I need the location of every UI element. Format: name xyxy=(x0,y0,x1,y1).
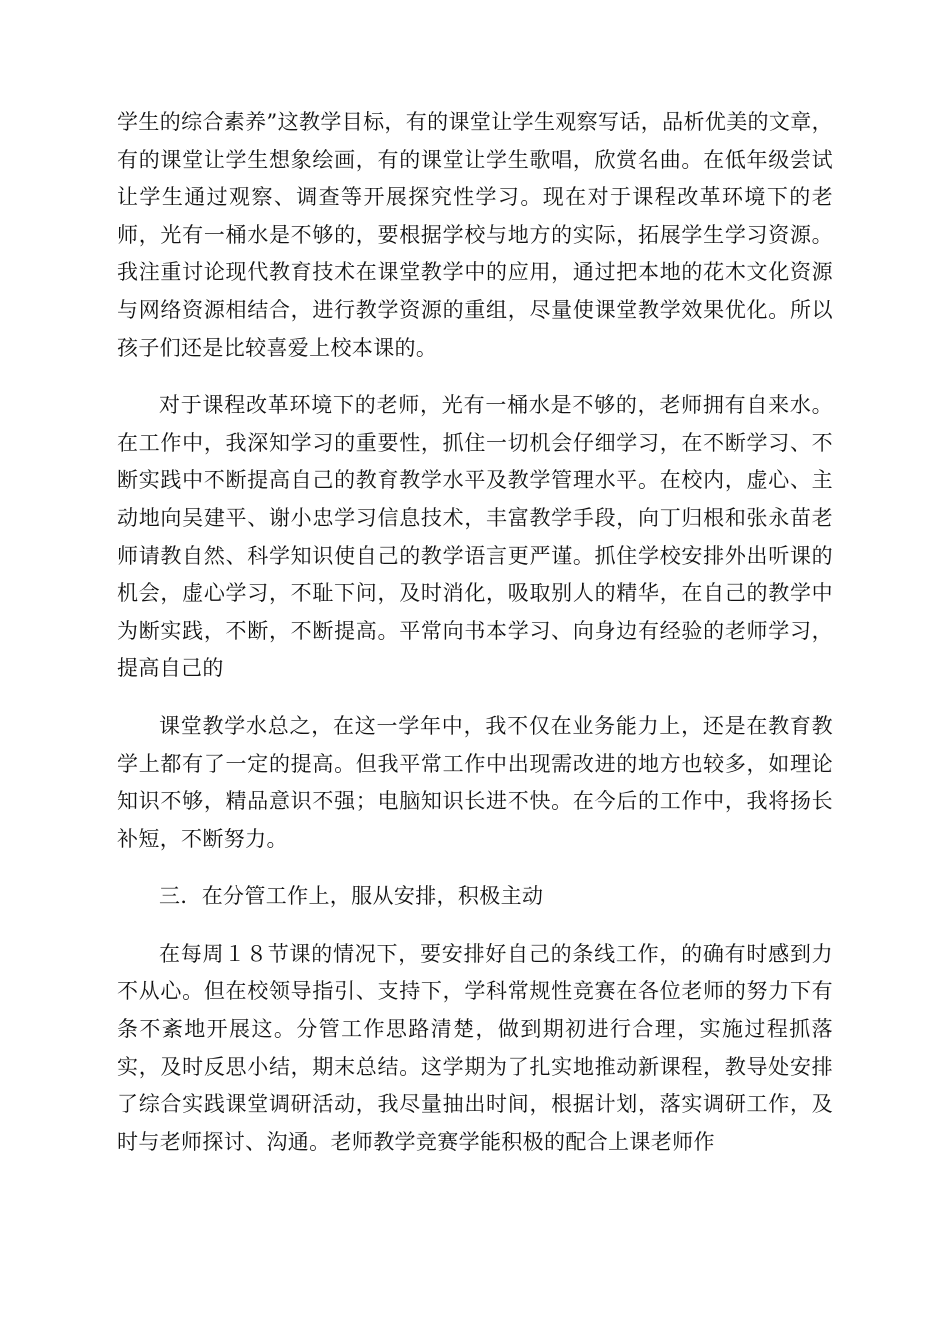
paragraph-3: 课堂教学水总之，在这一学年中，我不仅在业务能力上，还是在教育教学上都有了一定的提高。但我平常工作中出现需改进的地方也较多，如理论知识不够，精品意识不强；电脑知识长进不快。在今后的工作中，我将扬长补短，不断努力。 xyxy=(117,713,833,851)
paragraph-4: 在每周１８节课的情况下，要安排好自己的条线工作，的确有时感到力不从心。但在校领导指引、支持下，学科常规性竞赛在各位老师的努力下有条不紊地开展这。分管工作思路清楚，做到期初进行合理，实施过程抓落实，及时反思小结，期末总结。这学期为了扎实地推动新课程，教导处安排了综合实践课堂调研活动，我尽量抽出时间，根据计划，落实调研工作，及时与老师探讨、沟通。老师教学竞赛学能积极的配合上课老师作 xyxy=(117,941,833,1154)
section-heading: 三．在分管工作上，服从安排，积极主动 xyxy=(159,884,544,909)
paragraph-1: 学生的综合素养”这教学目标，有的课堂让学生观察写话，品析优美的文章，有的课堂让学生想象绘画，有的课堂让学生歌唱，欣赏名曲。在低年级尝试让学生通过观察、调查等开展探究性学习。现在对于课程改革环境下的老师，光有一桶水是不够的，要根据学校与地方的实际，拓展学生学习资源。我注重讨论现代教育技术在课堂教学中的应用，通过把本地的花木文化资源与网络资源相结合，进行教学资源的重组，尽量使课堂教学效果优化。所以孩子们还是比较喜爱上校本课的。 xyxy=(117,110,833,360)
document-body xyxy=(117,104,833,1181)
paragraph-2: 对于课程改革环境下的老师，光有一桶水是不够的，老师拥有自来水。在工作中，我深知学习的重要性，抓住一切机会仔细学习，在不断学习、不断实践中不断提高自己的教育教学水平及教学管理水平。在校内，虚心、主动地向吴建平、谢小忠学习信息技术，丰富教学手段，向丁归根和张永苗老师请教自然、科学知识使自己的教学语言更严谨。抓住学校安排外出听课的机会，虚心学习，不耻下问，及时消化，吸取别人的精华，在自己的教学中为断实践，不断，不断提高。平常向书本学习、向身边有经验的老师学习，提高自己的 xyxy=(117,393,833,681)
